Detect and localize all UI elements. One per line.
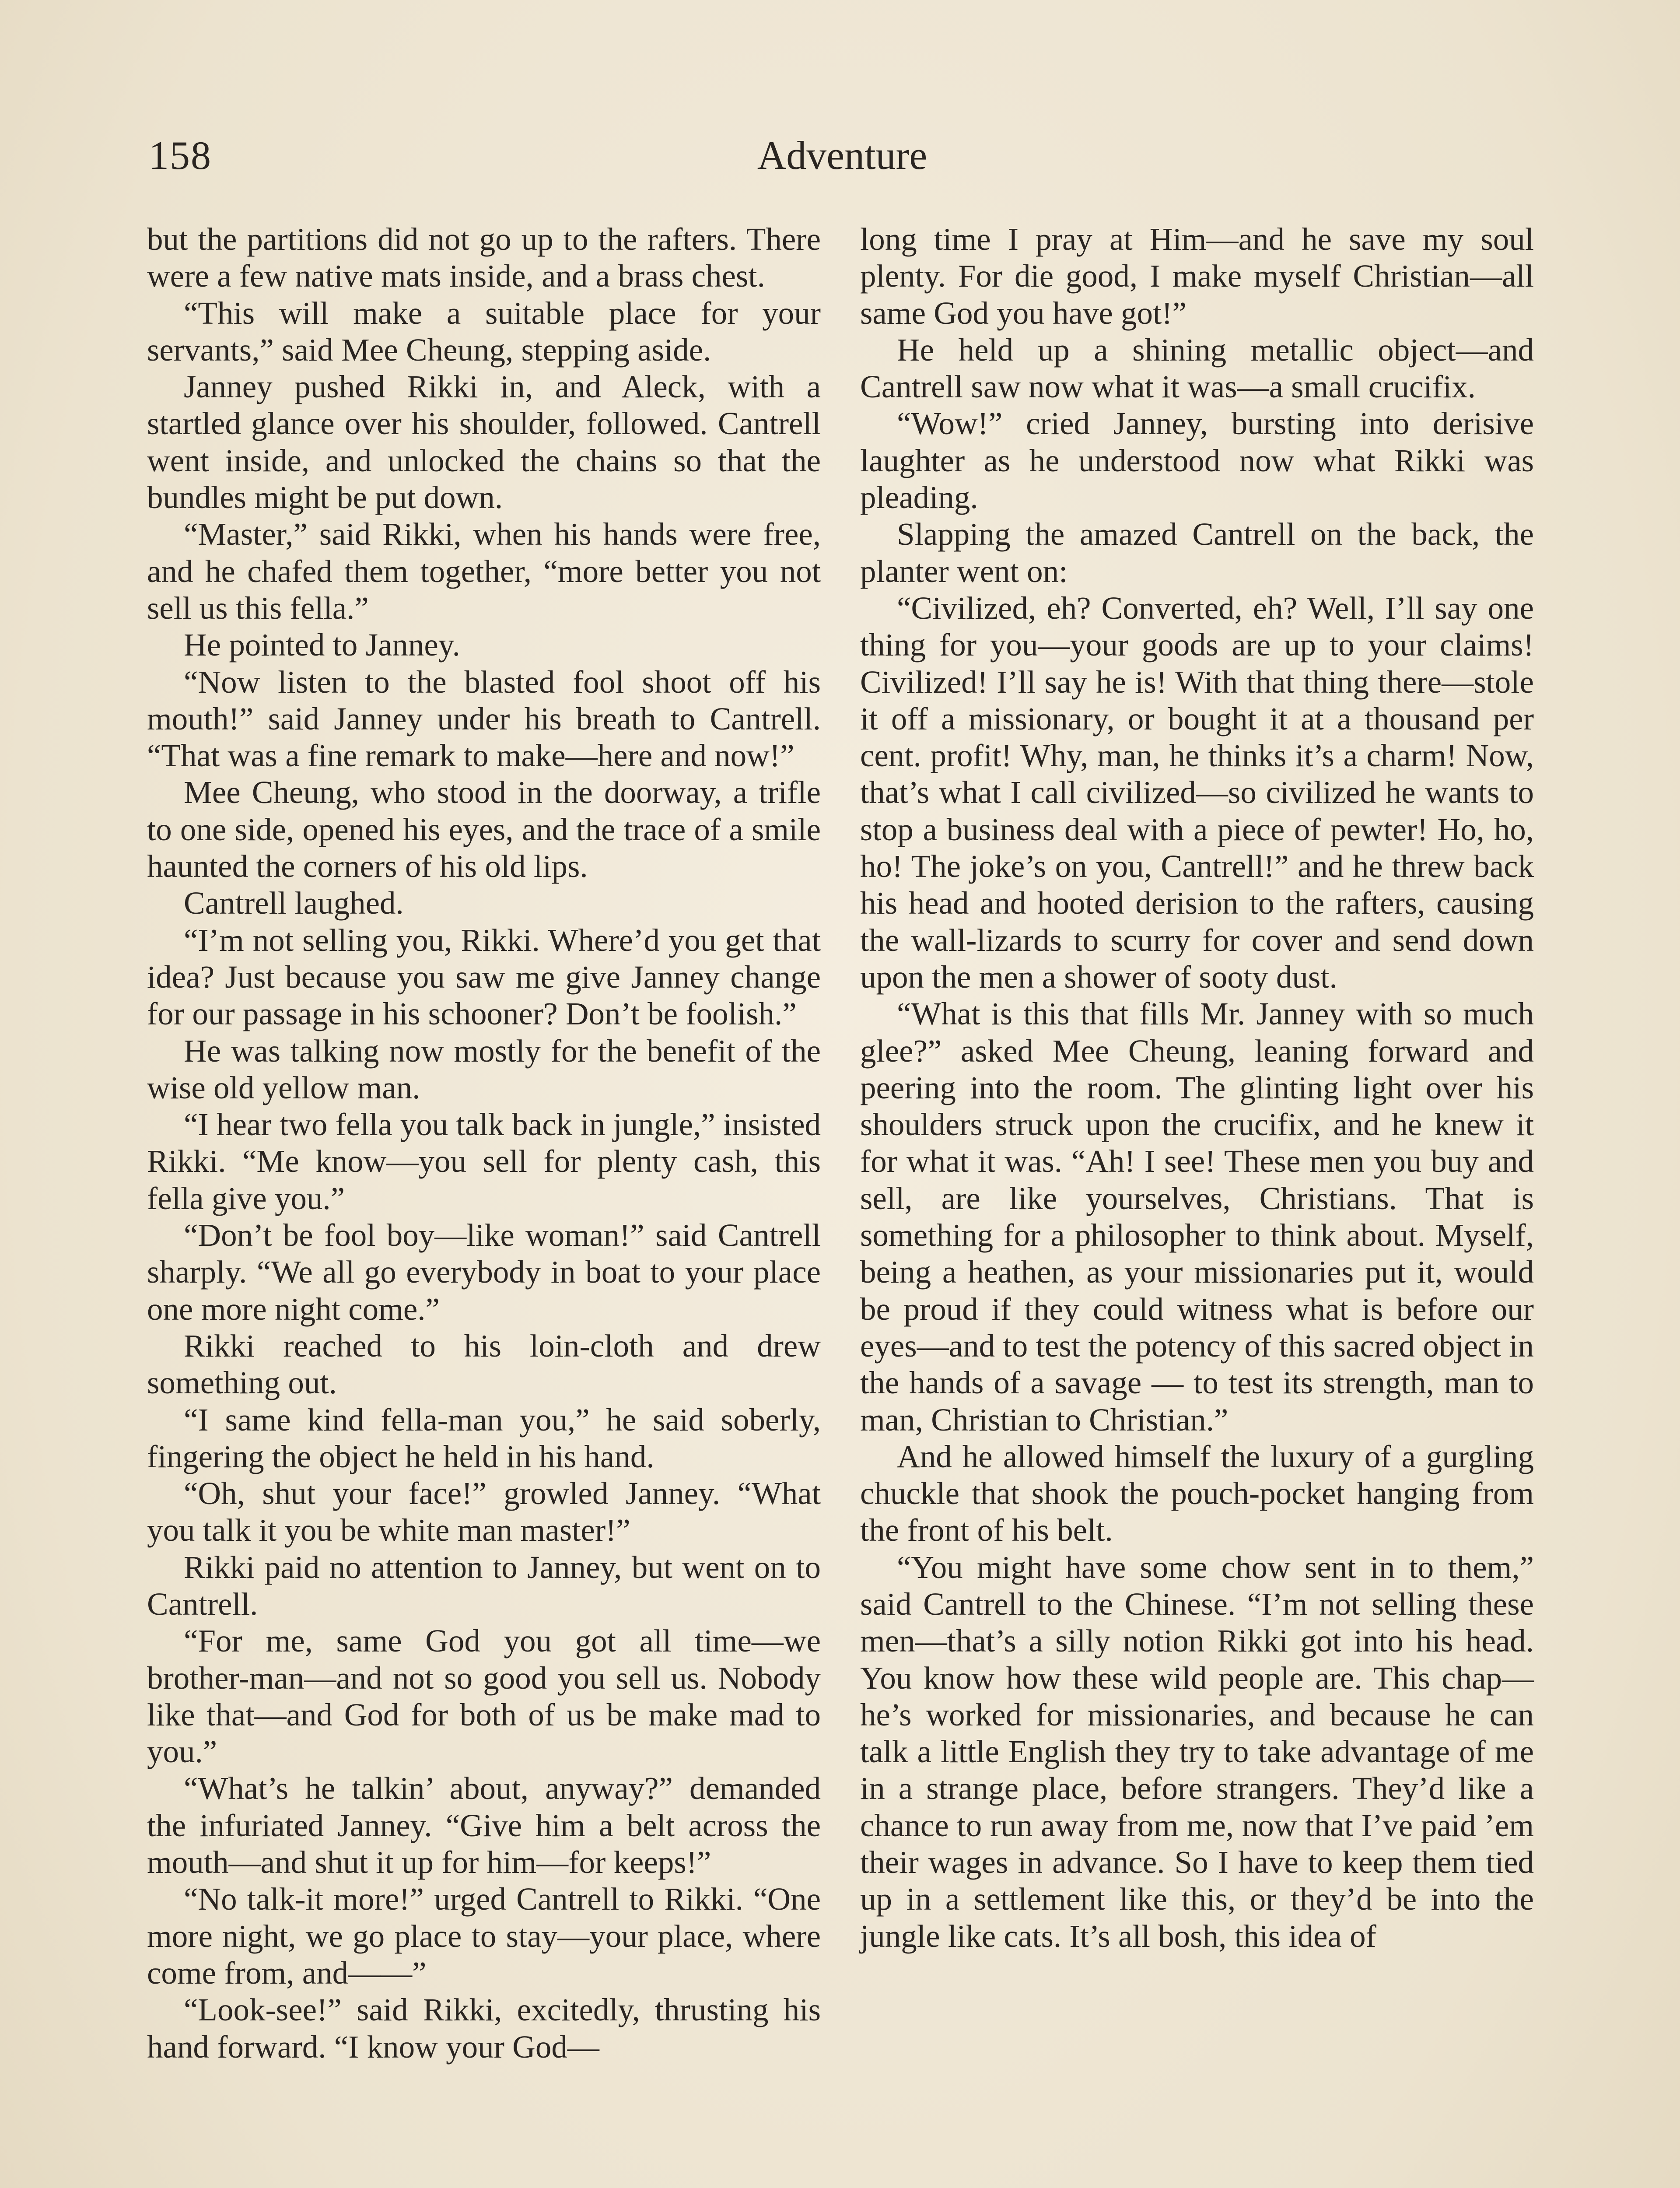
paragraph: “No talk-it more!” urged Cantrell to Rikki. “One more night, we go place to stay—your place, where come from, and——” — [147, 1881, 821, 1991]
paragraph: “I same kind fella-man you,” he said soberly, fingering the object he held in his hand. — [147, 1402, 821, 1474]
paragraph: “Don’t be fool boy—like woman!” said Cantrell sharply. “We all go everybody in boat to your place one more night come.” — [147, 1217, 821, 1327]
paragraph: “Master,” said Rikki, when his hands were free, and he chafed them together, “more better you not sell us this fella.” — [147, 516, 821, 626]
paragraph: Rikki reached to his loin-cloth and drew something out. — [147, 1328, 821, 1401]
paragraph: And he allowed himself the luxury of a gurgling chuckle that shook the pouch-pocket hanging from the front of his belt. — [860, 1438, 1534, 1548]
page-number: 158 — [149, 133, 212, 178]
paragraph: “I hear two fella you talk back in jungle,” insisted Rikki. “Me know—you sell for plenty cash, this fella give you.” — [147, 1107, 821, 1216]
paragraph: “You might have some chow sent in to them,” said Cantrell to the Chinese. “I’m not selling these men—that’s a silly notion Rikki got into his head. You know how these wild people are. This chap—he’s worked for missionaries, and because he can talk a little English they try to take advantage of me in a strange place, before strangers. They’d like a chance to run away from me, now that I’ve paid ’em their wages in advance. So I have to keep them tied up in a settlement like this, or they’d be into the jungle like cats. It’s all bosh, this idea of — [860, 1549, 1534, 1954]
paragraph: He pointed to Janney. — [184, 627, 460, 663]
paragraph: Rikki paid no attention to Janney, but went on to Cantrell. — [147, 1549, 821, 1622]
paragraph: “Wow!” cried Janney, bursting into derisive laughter as he understood now what Rikki was pleading. — [860, 406, 1534, 515]
paragraph: “Oh, shut your face!” growled Janney. “What you talk it you be white man master!” — [147, 1476, 821, 1548]
right-column — [860, 221, 1534, 1955]
paragraph: “I’m not selling you, Rikki. Where’d you get that idea? Just because you saw me give Janney change for our passage in his schooner? Don’t be foolish.” — [147, 922, 821, 1032]
paragraph: Janney pushed Rikki in, and Aleck, with a startled glance over his shoulder, followed. Cantrell went inside, and unlocked the chains so that the bundles might be put down. — [147, 369, 821, 515]
paragraph: long time I pray at Him—and he save my soul plenty. For die good, I make myself Christian—all same God you have got!” — [860, 221, 1534, 331]
paragraph: but the partitions did not go up to the rafters. There were a few native mats inside, and a brass chest. — [147, 221, 821, 294]
paragraph: “Now listen to the blasted fool shoot off his mouth!” said Janney under his breath to Cantrell. “That was a fine remark to make—here and now!” — [147, 664, 821, 774]
paragraph: Slapping the amazed Cantrell on the back, the planter went on: — [860, 516, 1534, 589]
paragraph: He was talking now mostly for the benefit of the wise old yellow man. — [147, 1033, 821, 1105]
left-column — [147, 221, 821, 2065]
paragraph: Mee Cheung, who stood in the doorway, a trifle to one side, opened his eyes, and the trace of a smile haunted the corners of his old lips. — [147, 775, 821, 884]
running-title: Adventure — [757, 133, 928, 178]
paragraph: “Civilized, eh? Converted, eh? Well, I’ll say one thing for you—your goods are up to your claims! Civilized! I’ll say he is! With that thing there—stole it off a missionary, or bought it at a thousand per cent. profit! Why, man, he thinks it’s a charm! Now, that’s what I call civilized—so civilized he wants to stop a business deal with a piece of pewter! Ho, ho, ho! The joke’s on you, Cantrell!” and he threw back his head and hooted derision to the rafters, causing the wall-lizards to scurry for cover and send down upon the men a shower of sooty dust. — [860, 590, 1534, 995]
paragraph: “Look-see!” said Rikki, excitedly, thrusting his hand forward. “I know your God— — [147, 1992, 821, 2065]
paragraph: Cantrell laughed. — [184, 885, 404, 921]
paragraph: “For me, same God you got all time—we brother-man—and not so good you sell us. Nobody like that—and God for both of us be make mad to you.” — [147, 1623, 821, 1770]
page-header — [149, 127, 1536, 184]
paragraph: “What’s he talkin’ about, anyway?” demanded the infuriated Janney. “Give him a belt across the mouth—and shut it up for him—for keeps!” — [147, 1771, 821, 1880]
paragraph: “This will make a suitable place for your servants,” said Mee Cheung, stepping aside. — [147, 295, 821, 368]
paragraph: “What is this that fills Mr. Janney with so much glee?” asked Mee Cheung, leaning forward and peering into the room. The glinting light over his shoulders struck upon the crucifix, and he knew it for what it was. “Ah! I see! These men you buy and sell, are like yourselves, Christians. That is something for a philosopher to think about. Myself, being a heathen, as your missionaries put it, would be proud if they could witness what is before our eyes—and to test the potency of this sacred object in the hands of a savage — to test its strength, man to man, Christian to Christian.” — [860, 996, 1534, 1438]
paragraph: He held up a shining metallic object—and Cantrell saw now what it was—a small crucifix. — [860, 332, 1534, 405]
